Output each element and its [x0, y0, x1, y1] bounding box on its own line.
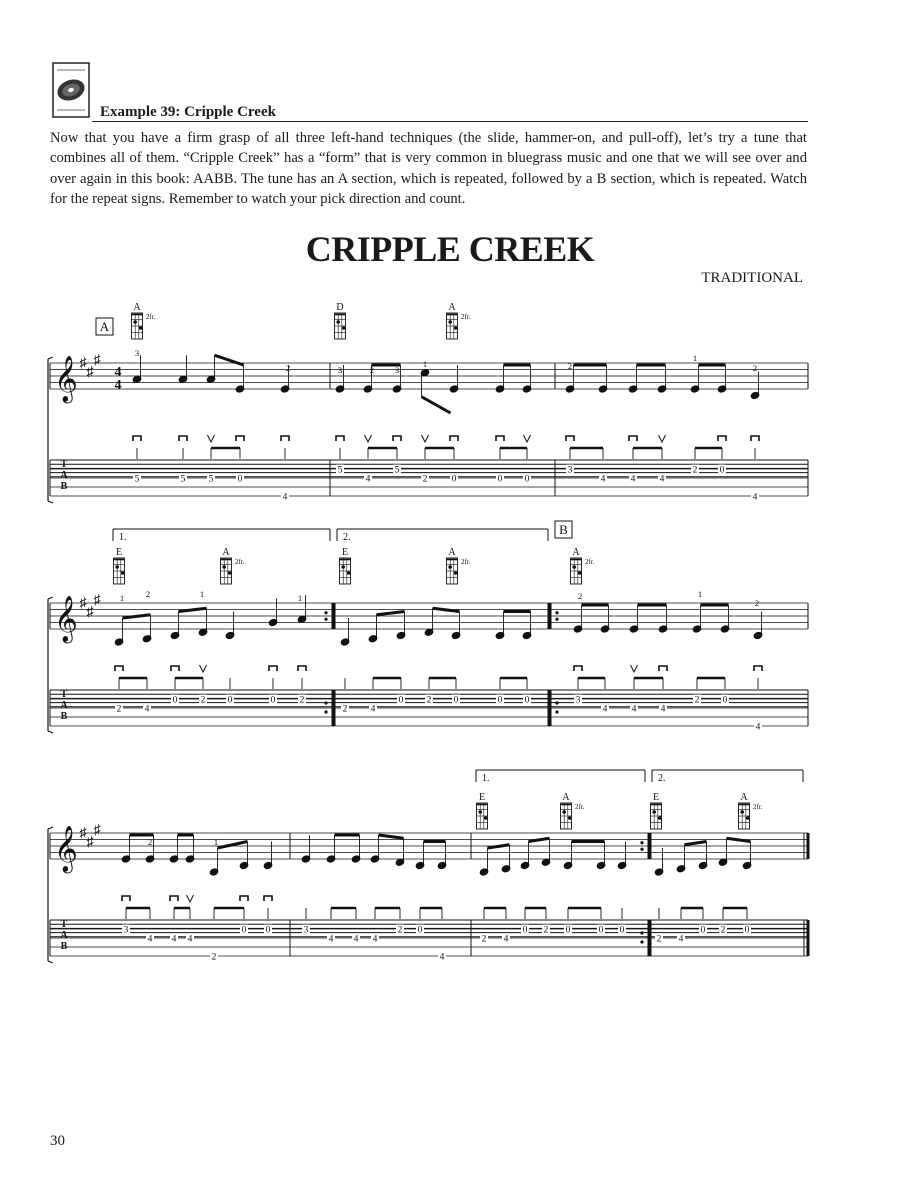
chord-diagram — [447, 313, 458, 339]
finger-number: 2 — [577, 591, 583, 601]
tab-number: 4 — [503, 934, 509, 945]
pick-up-icon — [631, 665, 638, 672]
beam — [215, 355, 244, 365]
finger-number: 2 — [285, 363, 291, 373]
pick-up-icon — [524, 435, 531, 442]
beam — [377, 612, 405, 615]
pick-down-icon — [281, 436, 289, 441]
chord-dot — [222, 565, 226, 569]
tab-number: 4 — [659, 474, 665, 485]
page-number: 30 — [50, 1133, 65, 1149]
finger-number: 2 — [754, 598, 760, 608]
finger-number: 2 — [567, 361, 573, 371]
pick-down-icon — [269, 666, 277, 671]
pick-down-icon — [264, 896, 272, 901]
chord-dot — [448, 565, 452, 569]
chord-name: A — [740, 792, 748, 803]
finger-number: 3 — [337, 365, 343, 375]
tab-number: 0 — [524, 474, 530, 485]
chord-diagram — [221, 558, 232, 584]
repeat-dot — [324, 611, 327, 614]
repeat-dot — [324, 701, 327, 704]
beam — [488, 845, 510, 848]
pick-down-icon — [659, 666, 667, 671]
chord-name: A — [222, 547, 230, 558]
tab-number: 0 — [265, 925, 271, 936]
tab-number: 4 — [660, 704, 666, 715]
chord-name: A — [133, 302, 141, 313]
tab-number: 4 — [752, 492, 758, 503]
chord-diagram — [477, 803, 488, 829]
tab-number: 0 — [524, 695, 530, 706]
tab-number: 2 — [481, 934, 487, 945]
chord-diagram — [114, 558, 125, 584]
tab-number: 3 — [567, 465, 573, 476]
ending-number: 1. — [119, 532, 127, 543]
tab-number: 4 — [282, 492, 288, 503]
tab-number: 4 — [370, 704, 376, 715]
repeat-dot — [555, 611, 558, 614]
tab-number: 4 — [144, 704, 150, 715]
sharp-sign: ♯ — [86, 605, 94, 620]
repeat-dot — [640, 841, 643, 844]
chord-dot — [454, 326, 458, 330]
tab-number: 4 — [678, 934, 684, 945]
tab-number: 0 — [453, 695, 459, 706]
chord-dot — [121, 571, 125, 575]
beam — [433, 608, 460, 611]
pick-down-icon — [754, 666, 762, 671]
treble-clef: 𝄞 — [54, 356, 78, 401]
sharp-sign: ♯ — [93, 593, 101, 608]
chord-dot — [448, 320, 452, 324]
pick-up-icon — [200, 665, 207, 672]
tab-number: 5 — [208, 474, 214, 485]
tab-number: 4 — [602, 704, 608, 715]
tab-number: 0 — [598, 925, 604, 936]
sharp-sign: ♯ — [93, 353, 101, 368]
chord-diagram — [132, 313, 143, 339]
tab-number: 0 — [522, 925, 528, 936]
beam — [422, 397, 451, 413]
tab-number: 2 — [543, 925, 549, 936]
tab-clef-letter: B — [60, 711, 68, 722]
pick-down-icon — [751, 436, 759, 441]
chord-name: A — [448, 302, 456, 313]
pick-up-icon — [422, 435, 429, 442]
finger-number: 2 — [752, 363, 758, 373]
chord-name: E — [478, 792, 486, 803]
chord-dot — [139, 326, 143, 330]
repeat-dot — [640, 940, 643, 943]
tab-number: 4 — [365, 474, 371, 485]
tab-clef-letter: B — [60, 941, 68, 952]
tab-number: 4 — [372, 934, 378, 945]
repeat-dot — [324, 618, 327, 621]
chord-dot — [133, 320, 137, 324]
tab-number: 3 — [303, 925, 309, 936]
tab-number: 0 — [172, 695, 178, 706]
beam — [379, 835, 404, 838]
chord-fret-label: 2fr. — [146, 313, 156, 321]
chord-name: D — [336, 302, 344, 313]
repeat-dot — [324, 710, 327, 713]
tab-number: 0 — [451, 474, 457, 485]
chord-dot — [115, 565, 119, 569]
chord-dot — [572, 565, 576, 569]
tab-number: 2 — [692, 465, 698, 476]
tab-number: 5 — [394, 465, 400, 476]
chord-diagram — [561, 803, 572, 829]
repeat-dot — [555, 618, 558, 621]
tab-number: 5 — [134, 474, 140, 485]
chord-diagram — [335, 313, 346, 339]
tab-number: 0 — [619, 925, 625, 936]
sharp-sign: ♯ — [86, 835, 94, 850]
tab-number: 4 — [630, 474, 636, 485]
tab-number: 2 — [299, 695, 305, 706]
chord-fret-label: 2fr. — [575, 803, 585, 811]
pick-down-icon — [133, 436, 141, 441]
tab-number: 4 — [171, 934, 177, 945]
tab-number: 2 — [422, 474, 428, 485]
tab-number: 3 — [575, 695, 581, 706]
sharp-sign: ♯ — [86, 365, 94, 380]
tab-number: 0 — [241, 925, 247, 936]
chord-fret-label: 2fr. — [235, 558, 245, 566]
finger-number: 1 — [692, 353, 698, 363]
tab-number: 0 — [744, 925, 750, 936]
repeat-dot — [640, 931, 643, 934]
tab-number: 2 — [397, 925, 403, 936]
chord-dot — [658, 816, 662, 820]
tab-number: 5 — [180, 474, 186, 485]
chord-dot — [454, 571, 458, 575]
tab-number: 4 — [147, 934, 153, 945]
treble-clef: 𝄞 — [54, 826, 78, 871]
tab-number: 2 — [426, 695, 432, 706]
chord-dot — [341, 565, 345, 569]
ending-number: 1. — [482, 773, 490, 784]
pick-up-icon — [365, 435, 372, 442]
pick-down-icon — [450, 436, 458, 441]
chord-fret-label: 2fr. — [461, 313, 471, 321]
tab-number: 0 — [237, 474, 243, 485]
tab-number: 0 — [719, 465, 725, 476]
finger-number: 2 — [147, 837, 153, 847]
chord-name: E — [652, 792, 660, 803]
sharp-sign: ♯ — [93, 823, 101, 838]
beam — [727, 838, 751, 841]
tab-number: 4 — [353, 934, 359, 945]
repeat-dot — [555, 701, 558, 704]
beam — [218, 842, 248, 849]
pick-down-icon — [236, 436, 244, 441]
sharp-sign: ♯ — [79, 826, 87, 841]
finger-number: 1 — [697, 589, 703, 599]
intro-paragraph: Now that you have a firm grasp of all three left-hand techniques (the slide, hammer-on, and pull-off), let’s try a tune that combines all of them. “Cripple Creek” has a “form” that is very common in bluegrass music and one that we will see over and over again in this book: AABB. The tune has an A section, which is repeated, followed by a B section, which is repeated. Watch for the repeat signs. Remember to watch your pick direction and count. — [50, 130, 807, 207]
finger-number: 3 — [394, 365, 400, 375]
chord-fret-label: 2fr. — [753, 803, 763, 811]
pick-down-icon — [336, 436, 344, 441]
pick-down-icon — [170, 896, 178, 901]
tab-clef-letter: A — [60, 470, 68, 481]
tab-number: 4 — [631, 704, 637, 715]
pick-down-icon — [393, 436, 401, 441]
finger-number: 2 — [369, 365, 375, 375]
composer-credit: TRADITIONAL — [701, 270, 803, 286]
pick-up-icon — [187, 895, 194, 902]
tab-number: 0 — [722, 695, 728, 706]
pick-down-icon — [496, 436, 504, 441]
pick-down-icon — [718, 436, 726, 441]
treble-clef: 𝄞 — [54, 596, 78, 641]
chord-dot — [484, 816, 488, 820]
chord-dot — [562, 810, 566, 814]
sharp-sign: ♯ — [79, 596, 87, 611]
chord-diagram — [447, 558, 458, 584]
rehearsal-mark: B — [559, 522, 568, 537]
chord-name: A — [448, 547, 456, 558]
tab-number: 2 — [720, 925, 726, 936]
tab-number: 2 — [211, 952, 217, 963]
time-signature-top: 4 — [114, 365, 122, 380]
pick-down-icon — [115, 666, 123, 671]
beam — [685, 842, 707, 845]
pick-up-icon — [208, 435, 215, 442]
pick-down-icon — [171, 666, 179, 671]
pick-down-icon — [298, 666, 306, 671]
finger-number: 1 — [199, 589, 205, 599]
ending-number: 2. — [343, 532, 351, 543]
chord-dot — [342, 326, 346, 330]
tab-number: 5 — [337, 465, 343, 476]
repeat-dot — [555, 710, 558, 713]
pick-down-icon — [574, 666, 582, 671]
finger-number: 1 — [422, 359, 428, 369]
tab-number: 2 — [694, 695, 700, 706]
ending-number: 2. — [658, 773, 666, 784]
chord-dot — [347, 571, 351, 575]
tab-number: 3 — [123, 925, 129, 936]
tab-number: 2 — [656, 934, 662, 945]
finger-number: 2 — [145, 589, 151, 599]
chord-name: E — [341, 547, 349, 558]
tab-number: 4 — [439, 952, 445, 963]
chord-dot — [746, 816, 750, 820]
rehearsal-mark: A — [99, 319, 110, 334]
tab-clef-letter: T — [60, 689, 68, 700]
tab-number: 4 — [600, 474, 606, 485]
sharp-sign: ♯ — [79, 356, 87, 371]
beam — [123, 615, 151, 618]
chord-diagram — [739, 803, 750, 829]
tab-number: 0 — [398, 695, 404, 706]
tab-number: 2 — [342, 704, 348, 715]
pick-down-icon — [240, 896, 248, 901]
tab-number: 4 — [187, 934, 193, 945]
chord-dot — [228, 571, 232, 575]
chord-dot — [568, 816, 572, 820]
pick-down-icon — [566, 436, 574, 441]
tab-number: 2 — [200, 695, 206, 706]
repeat-dot — [640, 848, 643, 851]
chord-diagram — [571, 558, 582, 584]
chord-name: A — [572, 547, 580, 558]
finger-number: 3 — [134, 348, 140, 358]
time-signature-bottom: 4 — [114, 378, 122, 393]
chord-diagram — [340, 558, 351, 584]
tab-number: 0 — [417, 925, 423, 936]
pick-down-icon — [122, 896, 130, 901]
tab-clef-letter: A — [60, 930, 68, 941]
song-title: CRIPPLE CREEK — [305, 229, 595, 269]
tab-number: 4 — [755, 722, 761, 733]
chord-fret-label: 2fr. — [585, 558, 595, 566]
tab-number: 0 — [270, 695, 276, 706]
tab-number: 0 — [700, 925, 706, 936]
pick-down-icon — [179, 436, 187, 441]
chord-name: A — [562, 792, 570, 803]
finger-number: 1 — [213, 837, 219, 847]
example-title: Example 39: Cripple Creek — [100, 104, 276, 120]
tab-clef-letter: A — [60, 700, 68, 711]
chord-dot — [652, 810, 656, 814]
tab-number: 0 — [565, 925, 571, 936]
pick-down-icon — [629, 436, 637, 441]
beam — [179, 608, 207, 611]
tab-number: 0 — [497, 695, 503, 706]
finger-number: 1 — [119, 593, 125, 603]
chord-dot — [478, 810, 482, 814]
chord-fret-label: 2fr. — [461, 558, 471, 566]
tab-number: 2 — [116, 704, 122, 715]
tab-number: 4 — [328, 934, 334, 945]
chord-dot — [740, 810, 744, 814]
finger-number: 1 — [297, 593, 303, 603]
chord-dot — [578, 571, 582, 575]
tab-number: 0 — [227, 695, 233, 706]
tab-clef-letter: T — [60, 459, 68, 470]
tab-clef-letter: T — [60, 919, 68, 930]
chord-dot — [336, 320, 340, 324]
beam — [529, 838, 550, 841]
tab-clef-letter: B — [60, 481, 68, 492]
tab-number: 0 — [497, 474, 503, 485]
chord-diagram — [651, 803, 662, 829]
pick-up-icon — [659, 435, 666, 442]
chord-name: E — [115, 547, 123, 558]
